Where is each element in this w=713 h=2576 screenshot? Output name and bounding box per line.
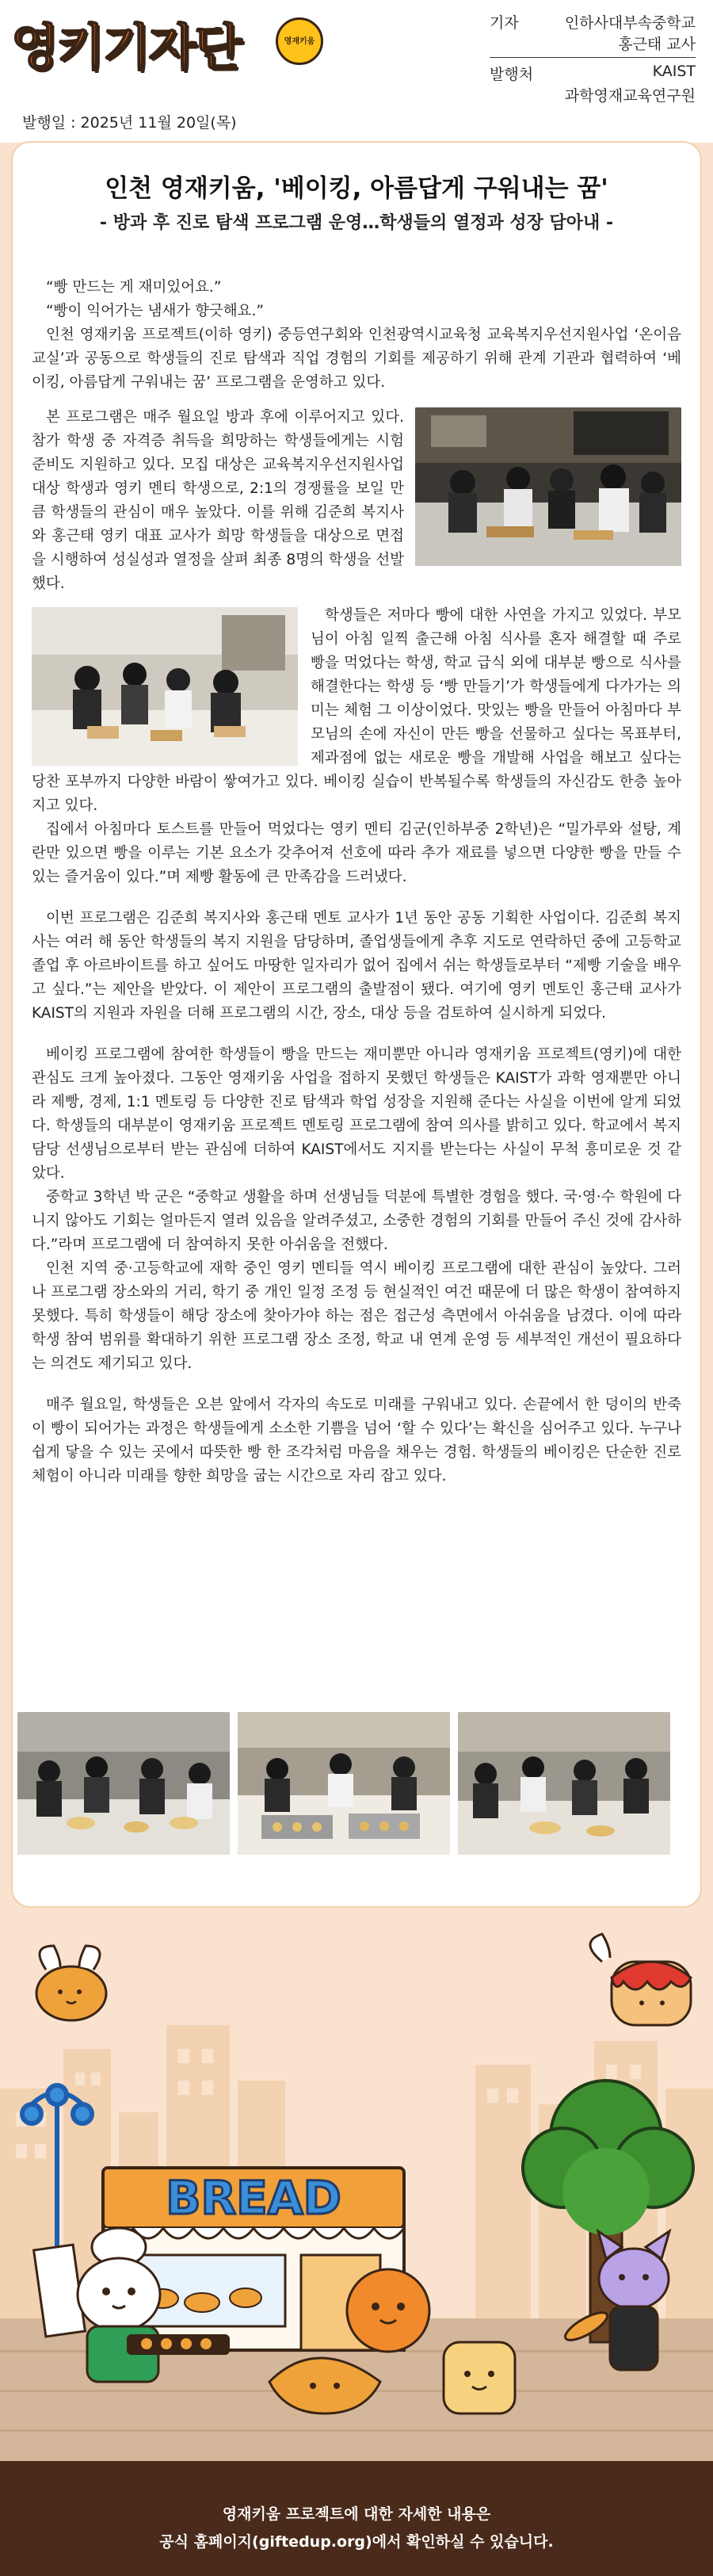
paragraph-7: 중학교 3학년 박 군은 “중학교 생활을 하며 선생님들 덕분에 특별한 경험을 했다. 국·영·수 학원에 다니지 않아도 기회는 얼마든지 열려 있음을 알려주셨고, 소중한 경험의 기회를 만들어 주신 것에 감사하다.”라며 프로그램에 더 참여하지 못한 아쉬움을 전했다. [32,1189,681,1253]
photo-dough-shaping [17,1712,230,1855]
flying-bun-icon [36,1946,106,2020]
footer-line-2: 공식 홈페이지(giftedup.org)에서 확인하실 수 있습니다. [159,2533,554,2551]
round-bread-character-icon [347,2269,429,2352]
footer [0,2461,713,2576]
publisher-org: 과학영재교육연구원 [564,87,696,105]
article-subheadline: - 방과 후 진로 탐색 프로그램 운영…학생들의 열정과 성장 담아내 - [99,213,614,233]
project-badge-icon [276,17,323,65]
photo-kitchen-class [415,407,681,566]
paragraph-3: 학생들은 저마다 빵에 대한 사연을 가지고 있었다. 부모님이 아침 일찍 출근해 아침 식사를 혼자 해결할 때 주로 빵을 먹었다는 학생, 학교 급식 외에 대부분 빵으로 식사를 해결한다는 학생 등 ‘빵 만들기’가 학생들에게 다가가는 의미는 체험 그 이상이었다. 맛있는 빵을 만들어 아침마다 부모님의 손에 자신이 만든 빵을 선물하고 싶다는 목표부터, 제과점에 없는 새로운 빵을 개발해 사업을 해보고 싶다는 당찬 포부까지 다양한 바람이 쌓여가고 있다. 베이킹 실습이 반복될수록 학생들의 자신감도 한층 높아지고 있다. [32,607,681,814]
footer-line-1: 영재키움 프로젝트에 대한 자세한 내용은 [222,2505,491,2523]
publisher-label: 발행처 [490,66,534,83]
quote-1: “빵 만드는 게 재미있어요.” [46,279,222,296]
bakery-illustration [0,1906,713,2461]
masthead-meta [490,11,696,105]
flying-bread-icon [590,1934,691,2025]
quote-2: “빵이 익어가는 냄새가 향긋해요.” [46,303,265,319]
photo-group-work [458,1712,670,1855]
reporter-org: 인하사대부속중학교 [564,14,696,32]
publisher-name: KAIST [652,63,696,80]
paragraph-1: 인천 영재키움 프로젝트(이하 영키) 중등연구회와 인천광역시교육청 교육복지우선지원사업 ‘온이음교실’과 공동으로 학생들의 진로 탐색과 직업 경험의 기회를 제공하기 위해 관계 기관과 협력하여 ‘베이킹, 아름답게 구워내는 꿈’ 프로그램을 운영하고 있다. [32,327,681,391]
reporter-name: 홍근태 교사 [618,36,696,53]
bakery-sign: BREAD [166,2171,341,2225]
article-headline: 인천 영재키움, '베이킹, 아름답게 구워내는 꿈' [105,174,608,203]
paragraph-4: 집에서 아침마다 토스트를 만들어 먹었다는 영키 멘티 김군(인하부중 2학년)은 “밀가루와 설탕, 계란만 있으면 빵을 이루는 기본 요소가 갖추어져 선호에 따라 추가 재료를 넣으면 다양한 빵을 만들 수 있는 즐거움이 있다.”며 제빵 활동에 큰 만족감을 드러냈다. [32,821,681,885]
paragraph-2: 본 프로그램은 매주 월요일 방과 후에 이루어지고 있다. 참가 학생 중 자격증 취득을 희망하는 학생들에게는 시험 준비도 지원하고 있다. 모집 대상은 교육복지우선지원사업 대상 학생과 영키 멘티 학생으로, 2:1의 경쟁률을 보일 만큼 학생들의 관심이 매우 높았다. 이를 위해 김준희 복지사와 홍근태 영키 대표 교사가 희망 학생들을 대상으로 면접을 시행하여 성실성과 열정을 살펴 최종 8명의 학생을 선발했다. [32,409,404,592]
header [0,0,713,143]
photo-baking-trays [238,1712,450,1855]
publication-date: 발행일 : 2025년 11월 20일(목) [22,114,237,132]
paragraph-9: 매주 월요일, 학생들은 오븐 앞에서 각자의 속도로 미래를 구워내고 있다. 손끝에서 한 덩이의 반죽이 빵이 되어가는 과정은 학생들에게 소소한 기쁨을 넘어 ‘할 수 있다’는 확신을 심어주고 있다. 누구나 쉽게 닿을 수 있는 곳에서 따뜻한 빵 한 조각처럼 마음을 채우는 경험. 학생들의 베이킹은 단순한 진로 체험이 아니라 미래를 향한 희망을 굽는 시간으로 자리 잡고 있다. [32,1397,681,1485]
photo-students-table [32,607,298,766]
newsletter-logo: 영키기자단 [11,18,241,76]
meta-divider [490,57,696,58]
article-card [13,143,700,1906]
toast-character-icon [444,2342,515,2414]
paragraph-8: 인천 지역 중·고등학교에 재학 중인 영키 멘티들 역시 베이킹 프로그램에 대한 관심이 높았다. 그러나 프로그램 장소와의 거리, 학기 중 개인 일정 조정 등 현실적인 여건 때문에 더 많은 학생이 참여하지 못했다. 특히 학생들이 해당 장소에 찾아가야 하는 점은 접근성 측면에서 아쉬움을 남겼다. 이에 따라 학생 참여 범위를 확대하기 위한 프로그램 장소 조정, 학교 내 연계 운영 등 세부적인 개선이 필요하다는 의견도 제기되고 있다. [32,1260,681,1372]
photo-strip [17,1712,670,1855]
article-body-top [32,276,681,1489]
reporter-label: 기자 [490,14,519,32]
paragraph-6: 베이킹 프로그램에 참여한 학생들이 빵을 만드는 재미뿐만 아니라 영재키움 프로젝트(영키)에 대한 관심도 크게 높아졌다. 그동안 영재키움 사업을 접하지 못했던 학생들은 KAIST가 과학 영재뿐만 아니라 제빵, 경제, 1:1 멘토링 등 다양한 진로 탐색과 학업 성장을 지원해 준다는 사실을 이번에 알게 되었다. 학생들의 대부분이 영재키움 프로젝트 멘토링 프로그램에 참여 의사를 밝히고 있다. 학교에서 복지 담당 선생님으로부터 받는 관심에 더하여 KAIST에서도 지지를 받는다는 사실이 무척 흥미로운 것 같았다. [32,1046,681,1182]
paragraph-5: 이번 프로그램은 김준희 복지사와 홍근태 멘토 교사가 1년 동안 공동 기획한 사업이다. 김준희 복지사는 여러 해 동안 학생들의 복지 지원을 담당하며, 졸업생들에게 추후 지도로 연락하던 중에 고등학교 졸업 후 아르바이트를 하고 싶어도 마땅한 일자리가 없어 집에서 쉬는 학생들로부터 “제빵 기술을 배우고 싶다.”는 제안을 받았다. 이 제안이 프로그램의 출발점이 됐다. 여기에 영키 멘토인 홍근태 교사가 KAIST의 지원과 자원을 더해 프로그램의 시간, 장소, 대상 등을 검토하여 실시하게 되었다. [32,910,681,1022]
project-badge-label: 영재키움 [284,37,315,46]
